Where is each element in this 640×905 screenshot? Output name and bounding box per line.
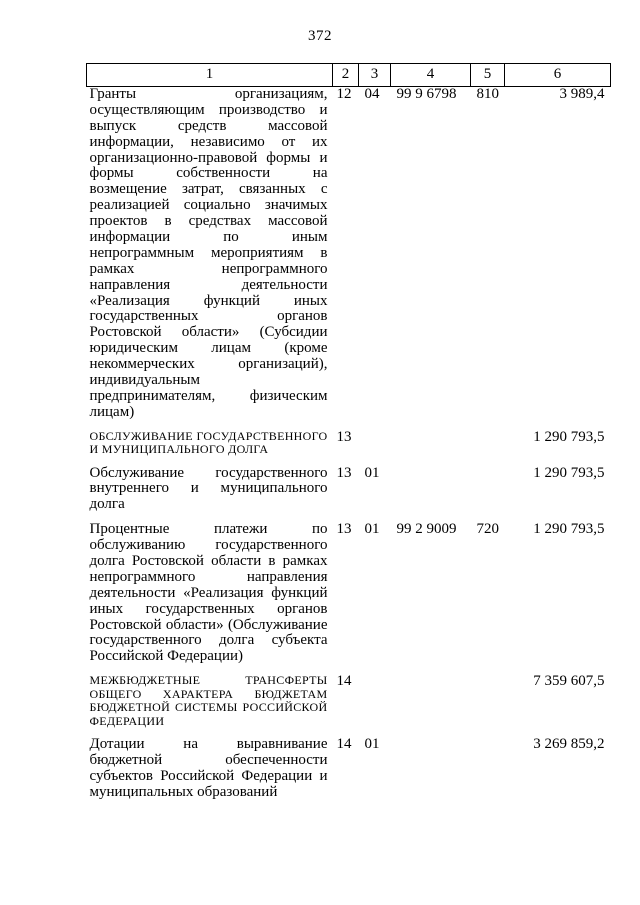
- row-subsection-code: 01: [364, 736, 380, 753]
- row-section-code: 12: [336, 86, 352, 102]
- row-amount: 3 269 859,2: [533, 736, 605, 753]
- row-amount: 3 989,4: [559, 86, 605, 102]
- row-expense-type: [471, 737, 505, 810]
- table-row: [87, 466, 611, 523]
- row-subsection-code: [359, 430, 391, 466]
- row-section-code: 13: [336, 521, 352, 538]
- row-target-article: [391, 674, 471, 737]
- row-section-code: 14: [336, 673, 352, 690]
- table-header: [87, 64, 611, 87]
- row-subsection-code: 04: [364, 86, 380, 102]
- row-expense-type: [471, 674, 505, 737]
- header-col-section: 2: [333, 64, 359, 87]
- table-row: [87, 674, 611, 737]
- header-col-target: 4: [391, 64, 471, 87]
- row-amount: 1 290 793,5: [533, 521, 605, 538]
- row-target-article: [391, 430, 471, 466]
- table-row: [87, 430, 611, 466]
- row-name: МЕЖБЮДЖЕТНЫЕ ТРАНСФЕРТЫ ОБЩЕГО ХАРАКТЕРА БЮДЖЕТАМ БЮДЖЕТНОЙ СИСТЕМЫ РОССИЙСКОЙ ФЕДЕРАЦИИ: [89, 673, 328, 728]
- row-target-article: 99 9 6798: [396, 86, 457, 102]
- row-section-code: 13: [336, 464, 352, 481]
- table-row: [87, 522, 611, 674]
- row-section-code: 13: [336, 428, 352, 445]
- header-col-amount: 6: [505, 64, 611, 87]
- row-expense-type: 720: [476, 521, 499, 538]
- row-subsection-code: [359, 674, 391, 737]
- row-amount: 7 359 607,5: [533, 673, 605, 690]
- row-expense-type: 810: [476, 86, 499, 102]
- row-name: ОБСЛУЖИВАНИЕ ГОСУДАРСТВЕННОГО И МУНИЦИПАЛЬНОГО ДОЛГА: [89, 428, 328, 457]
- row-name: Дотации на выравнивание бюджетной обеспеченности субъектов Российской Федерации и муниципальных образований: [89, 736, 328, 800]
- row-amount: 1 290 793,5: [533, 428, 605, 445]
- table-row: [87, 737, 611, 810]
- row-amount: 1 290 793,5: [533, 464, 605, 481]
- header-row: [87, 64, 611, 87]
- page-number: 372: [308, 28, 332, 44]
- row-target-article: [391, 466, 471, 523]
- row-name: Обслуживание государственного внутреннего и муниципального долга: [89, 464, 328, 513]
- row-subsection-code: 01: [364, 464, 380, 481]
- row-subsection-code: 01: [364, 521, 380, 538]
- row-name: Гранты организациям, осуществляющим производство и выпуск средств массовой информации, независимо от их организационно-правовой формы и формы собственности на возмещение затрат, связанных с реализацией социально значимых проектов в средствах массовой информации по иным непрограммным мероприятиям в рамках непрограммного направления деятельности «Реализация функций иных государственных органов Ростовской области» (Субсидии юридическим лицам (кроме некоммерческих организаций), индивидуальным предпринимателям, физическим лицам): [89, 86, 328, 420]
- table-body: [87, 87, 611, 810]
- row-expense-type: [471, 430, 505, 466]
- row-name: Процентные платежи по обслуживанию государственного долга Ростовской области в рамках непрограммного направления деятельности «Реализация функций иных государственных органов Ростовской области» (Обслуживание государственного долга субъекта Российской Федерации): [89, 521, 328, 665]
- row-section-code: 14: [336, 736, 352, 753]
- header-col-name: 1: [87, 64, 333, 87]
- row-expense-type: [471, 466, 505, 523]
- budget-table: [86, 63, 611, 810]
- header-col-subsection: 3: [359, 64, 391, 87]
- row-target-article: 99 2 9009: [396, 521, 457, 538]
- table-row: [87, 87, 611, 430]
- header-col-expense-type: 5: [471, 64, 505, 87]
- row-target-article: [391, 737, 471, 810]
